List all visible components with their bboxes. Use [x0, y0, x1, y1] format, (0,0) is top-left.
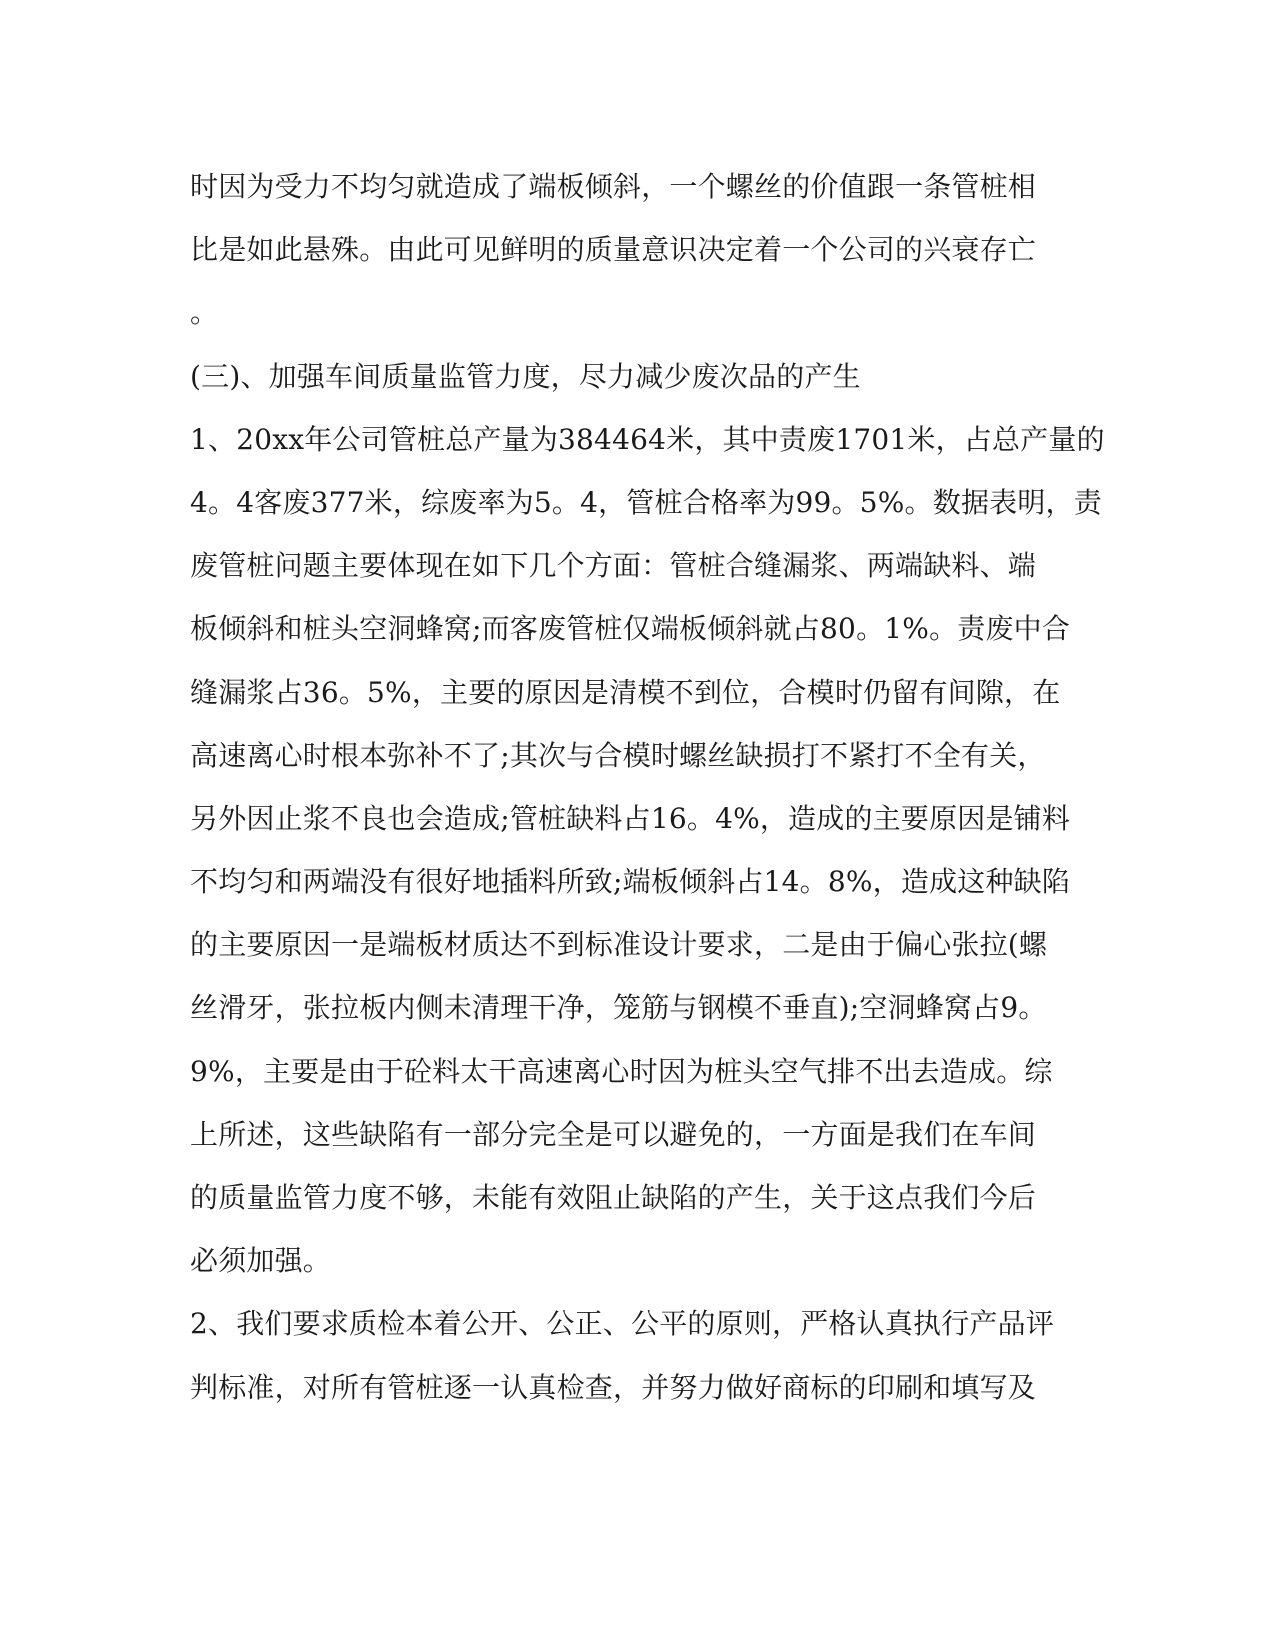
body-text: [190, 155, 1105, 1419]
text-line: 废管桩问题主要体现在如下几个方面：管桩合缝漏浆、两端缺料、端: [190, 549, 1037, 583]
text-line: 缝漏浆占36。5%，主要的原因是清模不到位，合模时仍留有间隙，在: [190, 675, 1061, 709]
text-line: 的主要原因一是端板材质达不到标准设计要求，二是由于偏心张拉(螺: [190, 928, 1048, 962]
text-line: 上所述，这些缺陷有一部分完全是可以避免的，一方面是我们在车间: [190, 1117, 1037, 1151]
text-line: 板倾斜和桩头空洞蜂窝;而客废管桩仅端板倾斜就占80。1%。责废中合: [190, 612, 1071, 646]
text-line: 1、20xx年公司管桩总产量为384464米，其中责废1701米，占总产量的: [190, 422, 1105, 456]
text-line: 时因为受力不均匀就造成了端板倾斜，一个螺丝的价值跟一条管桩相: [190, 170, 1037, 203]
text-line: 不均匀和两端没有很好地插料所致;端板倾斜占14。8%，造成这种缺陷: [190, 865, 1071, 899]
section-heading: (三)、加强车间质量监管力度，尽力减少废次品的产生: [190, 359, 861, 393]
text-line: 9%，主要是由于砼料太干高速离心时因为桩头空气排不出去造成。综: [190, 1054, 1053, 1088]
text-line: 比是如此悬殊。由此可见鲜明的质量意识决定着一个公司的兴衰存亡: [190, 233, 1037, 267]
text-line: 高速离心时根本弥补不了;其次与合模时螺丝缺损打不紧打不全有关，: [190, 738, 1046, 772]
text-line: 的质量监管力度不够，未能有效阻止缺陷的产生，关于这点我们今后: [190, 1181, 1037, 1214]
text-line: 必须加强。: [190, 1244, 332, 1278]
text-line: 4。4客废377米，综废率为5。4，管桩合格率为99。5%。数据表明，责: [190, 485, 1102, 519]
text-line: 。: [190, 296, 219, 330]
text-line: 另外因止浆不良也会造成;管桩缺料占16。4%，造成的主要原因是铺料: [190, 801, 1071, 835]
text-line: 判标准，对所有管桩逐一认真检查，并努力做好商标的印刷和填写及: [190, 1370, 1037, 1404]
text-line: 2、我们要求质检本着公开、公正、公平的原则，严格认真执行产品评: [190, 1307, 1055, 1341]
text-line: 丝滑牙，张拉板内侧未清理干净，笼筋与钢模不垂直);空洞蜂窝占9。: [190, 991, 1047, 1025]
